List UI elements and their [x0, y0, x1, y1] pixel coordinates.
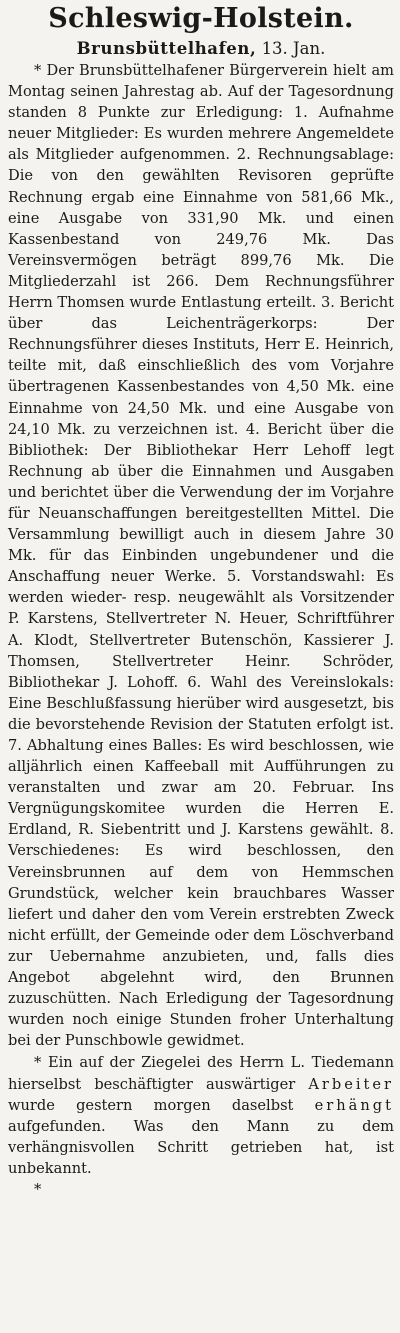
- article-marker: *: [34, 1180, 42, 1198]
- dateline-date: 13. Jan.: [261, 39, 326, 58]
- article-arbeiter: [8, 1052, 394, 1179]
- article-buergerverein: [8, 60, 394, 1051]
- article-text-spaced: erhängt: [314, 1096, 394, 1114]
- article-text-part: aufgefunden. Was den Mann zu dem verhängnisvollen Schritt getrieben hat, ist unbekannt.: [8, 1117, 394, 1177]
- article-text-part: Ein auf der Ziegelei des Herrn L. Tiedemann hierselbst beschäftigter auswärtiger: [8, 1054, 394, 1093]
- dateline: [8, 38, 394, 60]
- article-marker: *: [34, 62, 42, 79]
- article-text: Der Brunsbüttelhafener Bürgerverein hielt am Montag seinen Jahrestag ab. Auf der Tagesordnung standen 8 Punkte zur Erledigung: 1. Aufnahme neuer Mitglieder: Es wurden mehrere Angemeldete als Mitglieder aufgenommen. 2. Rechnungsablage: Die von den gewählten Revisoren geprüfte Rechnung ergab eine Einnahme von 581,66 Mk., eine Ausgabe von 331,90 Mk. und einen Kassenbestand von 249,76 Mk. Das Vereinsvermögen beträgt 899,76 Mk. Die Mitgliederzahl ist 266. Dem Rechnungsführer Herrn Thomsen wurde Entlastung erteilt. 3. Bericht über das Leichenträgerkorps: Der Rechnungsführer dieses Instituts, Herr E. Heinrich, teilte mit, daß einschließlich des vom Vorjahre übertragenen Kassenbestandes von 4,50 Mk. eine Einnahme von 24,50 Mk. und eine Ausgabe von 24,10 Mk. zu verzeichnen ist. 4. Bericht über die Bibliothek: Der Bibliothekar Herr Lehoff legt Rechnung ab über die Einnahmen und Ausgaben und berichtet über die Verwendung der im Vorjahre für Neuanschaffungen bereitgestellten Mittel. Die Versammlung bewilligt auch in diesem Jahre 30 Mk. für das Einbinden ungebundener und die Anschaffung neuer Werke. 5. Vorstandswahl: Es werden wieder- resp. neugewählt als Vorsitzender P. Karstens, Stellvertreter N. Heuer, Schriftführer A. Klodt, Stellvertreter Butenschön, Kassierer J. Thomsen, Stellvertreter Heinr. Schröder, Bibliothekar J. Lohoff. 6. Wahl des Vereinslokals: Eine Beschlußfassung hierüber wird ausgesetzt, bis die bevorstehende Revision der Statuten erfolgt ist. 7. Abhaltung eines Balles: Es wird beschlossen, wie alljährlich einen Kaffeeball mit Aufführungen zu veranstalten und zwar am 20. Februar. Ins Vergnügungskomitee wurden die Herren E. Erdland, R. Siebentritt und J. Karstens gewählt. 8. Verschiedenes: Es wird beschlossen, den Vereinsbrunnen auf dem von Hemmschen Grundstück, welcher kein brauchbares Wasser liefert und daher den vom Verein erstrebten Zweck nicht erfüllt, der Gemeinde oder dem Löschverband zur Uebernahme anzubieten, und, falls dies Angebot abgelehnt wird, den Brunnen zuzuschütten. Nach Erledigung der Tagesordnung wurden noch einige Stunden froher Unterhaltung bei der Punschbowle gewidmet.: [8, 62, 394, 1050]
- section-headline: Schleswig-Holstein.: [48, 3, 354, 34]
- dateline-place: Brunsbüttelhafen,: [76, 39, 257, 58]
- article-text-part: wurde gestern morgen daselbst: [8, 1096, 294, 1114]
- article-text-spaced: Arbeiter: [308, 1075, 395, 1093]
- article-cutoff: [8, 1179, 394, 1198]
- article-marker: *: [34, 1054, 42, 1072]
